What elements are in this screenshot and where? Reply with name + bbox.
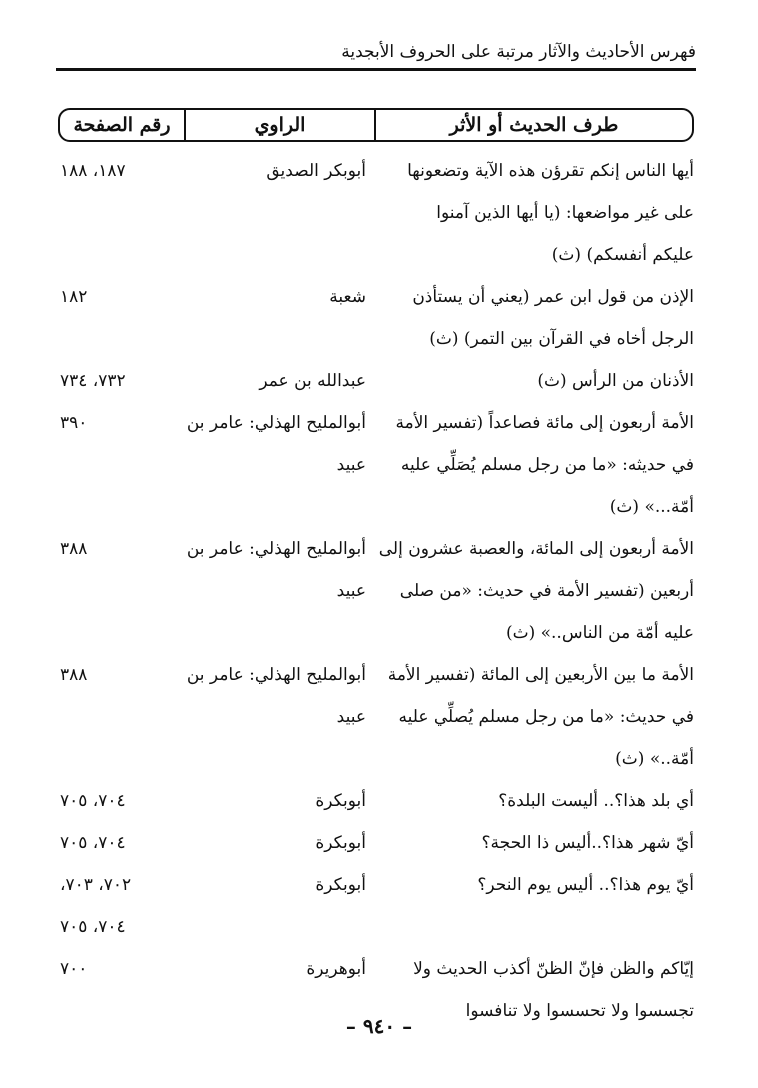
index-entry (0, 360, 758, 402)
hadith-text: الأمة أربعون إلى المائة، والعصبة عشرون إلى (378, 539, 694, 559)
index-entry (0, 864, 758, 948)
entry-line (0, 528, 758, 570)
page-reference (60, 150, 210, 192)
entry-line (0, 276, 758, 318)
hadith-text: تجسسوا ولا تحسسوا ولا تنافسوا (465, 1001, 694, 1021)
narrator-name: أبوبكر الصديق (266, 161, 366, 181)
entry-line (0, 486, 758, 528)
hadith-text: أيّ شهر هذا؟..أليس ذا الحجة؟ (481, 833, 694, 853)
hadith-text: أمّة...» (ث) (609, 497, 694, 517)
entry-line (0, 612, 758, 654)
header-rule (56, 68, 696, 71)
hadith-text: إيّاكم والظن فإنّ الظنّ أكذب الحديث ولا (413, 959, 694, 979)
page-reference-text: ٧٠٠ (60, 959, 88, 979)
hadith-text: على غير مواضعها: (يا أيها الذين آمنوا (436, 203, 694, 223)
page-reference-text: ٣٩٠ (60, 413, 88, 433)
hadith-text: الأمة ما بين الأربعين إلى المائة (تفسير الأمة (387, 665, 694, 685)
entry-line (0, 360, 758, 402)
entry-line (0, 738, 758, 780)
hadith-text: عليكم أنفسكم) (ث) (551, 245, 694, 265)
page-reference-text: ٧٠٤، ٧٠٥ (60, 791, 126, 811)
table-header (58, 108, 694, 142)
running-head: فهرس الأحاديث والآثار مرتبة على الحروف الأبجدية (341, 42, 696, 62)
page-reference-text: ٧٠٤، ٧٠٥ (60, 917, 126, 937)
hadith-text: أربعين (تفسير الأمة في حديث: «من صلى (399, 581, 694, 601)
entry-line (0, 150, 758, 192)
page-reference (60, 528, 210, 570)
page-reference (60, 360, 210, 402)
hadith-text: في حديث: «ما من رجل مسلم يُصلِّي عليه (398, 707, 694, 727)
index-entry (0, 654, 758, 780)
entry-line (0, 318, 758, 360)
narrator-name: عبيد (336, 581, 366, 601)
narrator-name: أبوهريرة (306, 959, 366, 979)
hadith-text: الرجل أخاه في القرآن بين التمر) (ث) (429, 329, 694, 349)
entry-line (0, 192, 758, 234)
hadith-index-list (0, 150, 758, 1032)
index-entry (0, 402, 758, 528)
narrator-name: أبوالمليح الهذلي: عامر بن (186, 539, 366, 559)
index-entry (0, 276, 758, 360)
page-reference (60, 906, 210, 948)
narrator-name: أبوبكرة (315, 833, 366, 853)
page-reference (60, 654, 210, 696)
column-header-page: رقم الصفحة (73, 114, 171, 136)
hadith-text: في حديثه: «ما من رجل مسلم يُصَلِّي عليه (400, 455, 694, 475)
narrator-name: عبيد (336, 455, 366, 475)
entry-line (0, 864, 758, 906)
index-entry (0, 822, 758, 864)
entry-line (0, 948, 758, 990)
entry-line (0, 906, 758, 948)
page-number: – ٩٤٠ – (345, 1014, 413, 1038)
hadith-text: أي بلد هذا؟.. أليست البلدة؟ (498, 791, 694, 811)
hadith-text: الأمة أربعون إلى مائة فصاعداً (تفسير الأمة (395, 413, 694, 433)
entry-line (0, 444, 758, 486)
entry-line (0, 234, 758, 276)
index-entry (0, 150, 758, 276)
page-reference (60, 402, 210, 444)
page-reference (60, 780, 210, 822)
narrator-name: أبوالمليح الهذلي: عامر بن (186, 413, 366, 433)
entry-line (0, 822, 758, 864)
hadith-text: أمّة..» (ث) (615, 749, 694, 769)
page-reference (60, 822, 210, 864)
page-reference-text: ٣٨٨ (60, 539, 88, 559)
narrator-name: عبيد (336, 707, 366, 727)
hadith-text: أيها الناس إنكم تقرؤن هذه الآية وتضعونها (407, 161, 694, 181)
column-header-narrator: الراوي (184, 110, 374, 140)
hadith-text: أيّ يوم هذا؟.. أليس يوم النحر؟ (477, 875, 694, 895)
narrator-name: عبدالله بن عمر (259, 371, 366, 391)
page-reference-text: ٧٠٤، ٧٠٥ (60, 833, 126, 853)
narrator-name: أبوالمليح الهذلي: عامر بن (186, 665, 366, 685)
narrator-name: أبوبكرة (315, 791, 366, 811)
narrator-name: شعبة (329, 287, 366, 307)
page-reference-text: ٧٣٢، ٧٣٤ (60, 371, 126, 391)
hadith-text: الإذن من قول ابن عمر (يعني أن يستأذن (412, 287, 694, 307)
hadith-text: الأذنان من الرأس (ث) (537, 371, 694, 391)
narrator-name: أبوبكرة (315, 875, 366, 895)
column-header-hadith: طرف الحديث أو الأثر (374, 110, 692, 140)
index-entry (0, 780, 758, 822)
page-reference-text: ١٨٧، ١٨٨ (60, 161, 126, 181)
page-reference (60, 864, 210, 906)
hadith-text: عليه أمّة من الناس..» (ث) (505, 623, 694, 643)
entry-line (0, 780, 758, 822)
entry-line (0, 570, 758, 612)
page-reference-text: ٧٠٢، ٧٠٣، (60, 875, 132, 895)
page-reference (60, 948, 210, 990)
page-reference-text: ٣٨٨ (60, 665, 88, 685)
page-reference (60, 276, 210, 318)
page-reference-text: ١٨٢ (60, 287, 88, 307)
index-entry (0, 528, 758, 654)
entry-line (0, 696, 758, 738)
entry-line (0, 654, 758, 696)
entry-line (0, 402, 758, 444)
